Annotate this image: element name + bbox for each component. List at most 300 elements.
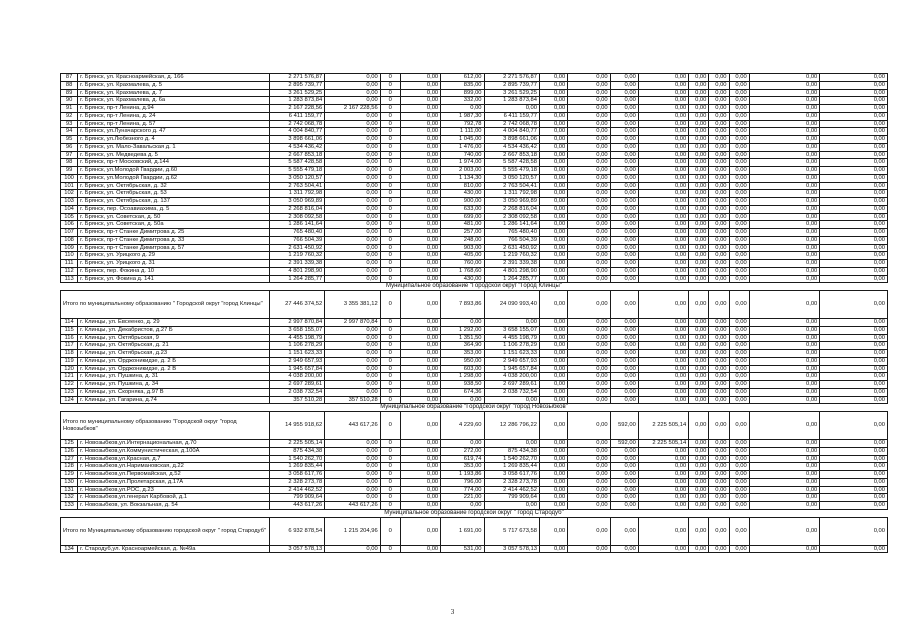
value-cell: 2 271 576,87 <box>269 74 324 82</box>
value-cell: 0,00 <box>400 486 440 494</box>
value-cell: 0,00 <box>709 236 729 244</box>
value-cell: 0,00 <box>749 143 820 151</box>
value-cell: 1 151 623,33 <box>269 350 324 358</box>
address-cell: г. Клинцы, ул. Октябрьская, 9 <box>78 334 270 342</box>
value-cell: 0,00 <box>709 350 729 358</box>
value-cell: 0,00 <box>638 198 688 206</box>
value-cell: 0,00 <box>325 128 380 136</box>
value-cell: 0,00 <box>729 396 749 404</box>
value-cell: 0,00 <box>540 190 568 198</box>
row-number: 127 <box>61 455 78 463</box>
value-cell: 0,00 <box>749 440 820 448</box>
value-cell: 0,00 <box>568 120 610 128</box>
value-cell: 0,00 <box>610 463 638 471</box>
address-cell: г. Клинцы, ул. Гагарина, д.74 <box>78 396 270 404</box>
value-cell: 0,00 <box>325 365 380 373</box>
value-cell: 0,00 <box>729 478 749 486</box>
value-cell: 0 <box>380 440 400 448</box>
value-cell: 0,00 <box>749 136 820 144</box>
value-cell: 6 411 159,77 <box>484 112 539 120</box>
value-cell: 0,00 <box>638 357 688 365</box>
subtotal-cell: 4 229,60 <box>441 412 484 440</box>
value-cell: 1 283 873,84 <box>484 97 539 105</box>
value-cell: 2 308 092,58 <box>269 213 324 221</box>
value-cell: 0,00 <box>400 128 440 136</box>
value-cell: 1 193,86 <box>441 471 484 479</box>
value-cell: 0,00 <box>820 229 888 237</box>
value-cell: 0,00 <box>689 190 709 198</box>
value-cell: 899,00 <box>441 89 484 97</box>
value-cell: 0,00 <box>689 81 709 89</box>
value-cell: 0,00 <box>749 267 820 275</box>
value-cell: 0,00 <box>749 213 820 221</box>
value-cell: 0,00 <box>568 326 610 334</box>
value-cell: 0,00 <box>610 267 638 275</box>
value-cell: 0,00 <box>400 167 440 175</box>
row-number: 110 <box>61 252 78 260</box>
value-cell: 2 167 228,56 <box>269 105 324 113</box>
value-cell: 4 455 198,79 <box>484 334 539 342</box>
value-cell: 0,00 <box>540 182 568 190</box>
value-cell: 0,00 <box>709 326 729 334</box>
value-cell: 0,00 <box>325 190 380 198</box>
value-cell: 0,00 <box>638 494 688 502</box>
value-cell: 0,00 <box>568 198 610 206</box>
value-cell: 0,00 <box>568 244 610 252</box>
value-cell: 0,00 <box>709 357 729 365</box>
value-cell: 0,00 <box>610 478 638 486</box>
value-cell: 0,00 <box>400 275 440 283</box>
value-cell: 0,00 <box>325 494 380 502</box>
table-row <box>61 198 888 206</box>
row-number: 124 <box>61 396 78 404</box>
value-cell: 0,00 <box>540 105 568 113</box>
value-cell: 1 106 278,29 <box>484 342 539 350</box>
value-cell: 0,00 <box>610 190 638 198</box>
value-cell: 1 286 141,64 <box>484 221 539 229</box>
value-cell: 0,00 <box>568 213 610 221</box>
value-cell: 699,00 <box>441 213 484 221</box>
value-cell: 619,74 <box>441 455 484 463</box>
value-cell: 0,00 <box>689 350 709 358</box>
value-cell: 0,00 <box>749 159 820 167</box>
address-cell: г. Брянск, ул. Урицкого д. 29 <box>78 252 270 260</box>
address-cell: г. Клинцы, ул. Октябрьская, д.23 <box>78 350 270 358</box>
value-cell: 0,00 <box>709 334 729 342</box>
value-cell: 0,00 <box>610 319 638 327</box>
value-cell: 0,00 <box>689 205 709 213</box>
table-row <box>61 275 888 283</box>
table-row <box>61 136 888 144</box>
value-cell: 2 742 068,78 <box>269 120 324 128</box>
value-cell: 0,00 <box>638 213 688 221</box>
value-cell: 0,00 <box>820 545 888 553</box>
value-cell: 430,00 <box>441 275 484 283</box>
value-cell: 1 134,30 <box>441 174 484 182</box>
value-cell: 0,00 <box>610 260 638 268</box>
value-cell: 0 <box>380 236 400 244</box>
value-cell: 0,00 <box>540 229 568 237</box>
value-cell: 0,00 <box>484 396 539 404</box>
value-cell: 0,00 <box>749 478 820 486</box>
address-cell: г. Клинцы, ул. Скорняка, д.97 В <box>78 388 270 396</box>
value-cell: 0,00 <box>400 319 440 327</box>
value-cell: 4 455 198,79 <box>269 334 324 342</box>
value-cell: 0 <box>380 167 400 175</box>
value-cell: 0,00 <box>540 128 568 136</box>
value-cell: 3 050 120,57 <box>484 174 539 182</box>
value-cell: 0,00 <box>568 350 610 358</box>
table-row <box>61 74 888 82</box>
value-cell: 0,00 <box>484 319 539 327</box>
value-cell: 0,00 <box>638 545 688 553</box>
value-cell: 0,00 <box>749 120 820 128</box>
value-cell: 0,00 <box>729 357 749 365</box>
value-cell: 0,00 <box>638 159 688 167</box>
value-cell: 0,00 <box>638 244 688 252</box>
address-cell: г. Новозыбков, ул. Вокзальная, д. 54 <box>78 502 270 510</box>
address-cell: г. Брянск, ул.Молодой Гвардии, д.62 <box>78 174 270 182</box>
value-cell: 0 <box>380 128 400 136</box>
value-cell: 0,00 <box>638 447 688 455</box>
value-cell: 0,00 <box>729 105 749 113</box>
value-cell: 1 298,00 <box>441 373 484 381</box>
value-cell: 2 167 228,56 <box>325 105 380 113</box>
value-cell: 0,00 <box>610 81 638 89</box>
value-cell: 0,00 <box>638 275 688 283</box>
value-cell: 6 411 159,77 <box>269 112 324 120</box>
value-cell: 774,00 <box>441 486 484 494</box>
value-cell: 0 <box>380 120 400 128</box>
value-cell: 0,00 <box>610 198 638 206</box>
value-cell: 0,00 <box>540 545 568 553</box>
value-cell: 0,00 <box>749 260 820 268</box>
value-cell: 0 <box>380 373 400 381</box>
address-cell: г. Клинцы, ул. Орджоникидзе, д. 2 Б <box>78 357 270 365</box>
value-cell: 0,00 <box>749 229 820 237</box>
value-cell: 0,00 <box>325 198 380 206</box>
value-cell: 0,00 <box>568 128 610 136</box>
value-cell: 0,00 <box>400 236 440 244</box>
value-cell: 0,00 <box>729 260 749 268</box>
value-cell: 938,50 <box>441 381 484 389</box>
value-cell: 0,00 <box>325 334 380 342</box>
value-cell: 353,00 <box>441 463 484 471</box>
value-cell: 0,00 <box>709 128 729 136</box>
value-cell: 0,00 <box>638 236 688 244</box>
value-cell: 0,00 <box>400 89 440 97</box>
value-cell: 0,00 <box>325 236 380 244</box>
address-cell: г. Брянск, ул. Советская, д. 50а <box>78 221 270 229</box>
value-cell: 0,00 <box>540 502 568 510</box>
value-cell: 0,00 <box>709 252 729 260</box>
value-cell: 0,00 <box>820 167 888 175</box>
table-row <box>61 252 888 260</box>
row-number: 123 <box>61 388 78 396</box>
value-cell: 0,00 <box>638 74 688 82</box>
value-cell: 1 540 262,70 <box>269 455 324 463</box>
value-cell: 0 <box>380 151 400 159</box>
value-cell: 0,00 <box>820 143 888 151</box>
value-cell: 0,00 <box>729 81 749 89</box>
value-cell: 0,00 <box>749 494 820 502</box>
row-number: 90 <box>61 97 78 105</box>
address-cell: г. Брянск, ул. Мало-Завальская д. 1 <box>78 143 270 151</box>
address-cell: г. Брянск, ул. Фокина д. 141 <box>78 275 270 283</box>
value-cell: 0,00 <box>749 365 820 373</box>
table-body <box>61 74 888 553</box>
value-cell: 0,00 <box>540 120 568 128</box>
value-cell: 835,00 <box>441 81 484 89</box>
value-cell: 0,00 <box>689 494 709 502</box>
value-cell: 0,00 <box>610 167 638 175</box>
value-cell: 481,00 <box>441 221 484 229</box>
value-cell: 0,00 <box>709 388 729 396</box>
value-cell: 0,00 <box>325 463 380 471</box>
table-row <box>61 205 888 213</box>
value-cell: 0,00 <box>638 478 688 486</box>
value-cell: 0,00 <box>820 350 888 358</box>
subtotal-cell: 27 446 374,52 <box>269 291 324 319</box>
value-cell: 0,00 <box>400 545 440 553</box>
value-cell: 0,00 <box>325 342 380 350</box>
value-cell: 0,00 <box>638 151 688 159</box>
value-cell: 0,00 <box>709 260 729 268</box>
value-cell: 2 997 870,84 <box>325 319 380 327</box>
table-row <box>61 213 888 221</box>
value-cell: 357 510,28 <box>269 396 324 404</box>
address-cell: г. Клинцы, ул. Декабристов, д.27 Б <box>78 326 270 334</box>
value-cell: 1 292,00 <box>441 326 484 334</box>
value-cell: 4 004 840,77 <box>269 128 324 136</box>
value-cell: 766 504,39 <box>269 236 324 244</box>
value-cell: 1 945 657,84 <box>269 365 324 373</box>
table-row <box>61 81 888 89</box>
subtotal-cell: 0,00 <box>729 517 749 545</box>
value-cell: 5 555 479,18 <box>269 167 324 175</box>
table-row <box>61 447 888 455</box>
value-cell: 0,00 <box>540 97 568 105</box>
value-cell: 0,00 <box>325 244 380 252</box>
value-cell: 0,00 <box>540 365 568 373</box>
value-cell: 0,00 <box>638 260 688 268</box>
value-cell: 0,00 <box>820 334 888 342</box>
value-cell: 0,00 <box>638 319 688 327</box>
value-cell: 0,00 <box>820 357 888 365</box>
value-cell: 0 <box>380 486 400 494</box>
value-cell: 0,00 <box>400 198 440 206</box>
table-row <box>61 396 888 404</box>
value-cell: 0,00 <box>610 112 638 120</box>
value-cell: 0 <box>380 545 400 553</box>
table-row <box>61 463 888 471</box>
address-cell: г. Новозыбков,ул.генерал Карбовой, д.1 <box>78 494 270 502</box>
value-cell: 0,00 <box>568 486 610 494</box>
value-cell: 0,00 <box>709 478 729 486</box>
row-number: 104 <box>61 205 78 213</box>
value-cell: 0,00 <box>325 350 380 358</box>
value-cell: 0,00 <box>540 350 568 358</box>
value-cell: 0 <box>380 463 400 471</box>
value-cell: 0 <box>380 455 400 463</box>
value-cell: 0,00 <box>689 319 709 327</box>
value-cell: 1 106 278,29 <box>269 342 324 350</box>
value-cell: 0,00 <box>638 471 688 479</box>
value-cell: 0,00 <box>689 365 709 373</box>
value-cell: 0,00 <box>749 236 820 244</box>
row-number: 116 <box>61 334 78 342</box>
value-cell: 0,00 <box>400 478 440 486</box>
value-cell: 0,00 <box>689 502 709 510</box>
value-cell: 0,00 <box>400 174 440 182</box>
value-cell: 0,00 <box>749 198 820 206</box>
value-cell: 0,00 <box>400 463 440 471</box>
value-cell: 0,00 <box>638 167 688 175</box>
row-number: 101 <box>61 182 78 190</box>
value-cell: 0,00 <box>820 260 888 268</box>
address-cell: г. Брянск, ул. Советская, д. 50 <box>78 213 270 221</box>
value-cell: 0,00 <box>325 174 380 182</box>
value-cell: 1 476,00 <box>441 143 484 151</box>
value-cell: 2 763 504,41 <box>269 182 324 190</box>
value-cell: 0,00 <box>689 545 709 553</box>
value-cell: 0,00 <box>709 136 729 144</box>
value-cell: 443 617,26 <box>325 502 380 510</box>
value-cell: 0,00 <box>689 440 709 448</box>
value-cell: 0,00 <box>638 89 688 97</box>
value-cell: 0,00 <box>709 267 729 275</box>
value-cell: 0,00 <box>689 128 709 136</box>
row-number: 125 <box>61 440 78 448</box>
value-cell: 0,00 <box>729 373 749 381</box>
value-cell: 0,00 <box>749 221 820 229</box>
value-cell: 0,00 <box>729 112 749 120</box>
value-cell: 0 <box>380 396 400 404</box>
value-cell: 0,00 <box>638 81 688 89</box>
value-cell: 0,00 <box>709 81 729 89</box>
value-cell: 0,00 <box>689 252 709 260</box>
value-cell: 0,00 <box>638 396 688 404</box>
value-cell: 0,00 <box>749 190 820 198</box>
row-number: 99 <box>61 167 78 175</box>
value-cell: 430,00 <box>441 190 484 198</box>
value-cell: 0,00 <box>400 455 440 463</box>
value-cell: 0,00 <box>729 74 749 82</box>
table-row <box>61 388 888 396</box>
value-cell: 0,00 <box>325 357 380 365</box>
value-cell: 0,00 <box>400 334 440 342</box>
value-cell: 0,00 <box>729 252 749 260</box>
value-cell: 900,00 <box>441 198 484 206</box>
subtotal-cell: 3 355 381,12 <box>325 291 380 319</box>
value-cell: 0,00 <box>749 486 820 494</box>
address-cell: г. Брянск, ул. Крахмалева, д. 5 <box>78 81 270 89</box>
value-cell: 2 328 273,78 <box>484 478 539 486</box>
value-cell: 0,00 <box>638 221 688 229</box>
value-cell: 3 050 120,57 <box>269 174 324 182</box>
value-cell: 0,00 <box>689 381 709 389</box>
subtotal-cell: 1 215 204,96 <box>325 517 380 545</box>
value-cell: 364,90 <box>441 342 484 350</box>
value-cell: 0,00 <box>709 198 729 206</box>
value-cell: 0,00 <box>820 213 888 221</box>
value-cell: 0,00 <box>689 326 709 334</box>
value-cell: 2 225 505,14 <box>638 440 688 448</box>
value-cell: 0,00 <box>729 319 749 327</box>
value-cell: 0,00 <box>709 221 729 229</box>
value-cell: 0,00 <box>400 267 440 275</box>
value-cell: 0,00 <box>484 440 539 448</box>
row-number: 119 <box>61 357 78 365</box>
value-cell: 0,00 <box>610 105 638 113</box>
value-cell: 0,00 <box>568 463 610 471</box>
value-cell: 4 534 436,42 <box>484 143 539 151</box>
value-cell: 0,00 <box>749 182 820 190</box>
value-cell: 0,00 <box>689 267 709 275</box>
value-cell: 592,00 <box>610 440 638 448</box>
row-number: 130 <box>61 478 78 486</box>
address-cell: г. Новозыбков,ул.Красная, д.7 <box>78 455 270 463</box>
value-cell: 0,00 <box>610 342 638 350</box>
value-cell: 0,00 <box>638 455 688 463</box>
value-cell: 0,00 <box>540 478 568 486</box>
value-cell: 0,00 <box>540 447 568 455</box>
address-cell: г. Брянск, пр-т Станке Димитрова д. 33 <box>78 236 270 244</box>
value-cell: 0,00 <box>610 252 638 260</box>
value-cell: 0,00 <box>820 486 888 494</box>
subtotal-cell: 0,00 <box>568 291 610 319</box>
value-cell: 4 038 200,00 <box>484 373 539 381</box>
address-cell: г. Брянск, пр-т Станке Димитрова д. 57 <box>78 244 270 252</box>
value-cell: 0,00 <box>749 252 820 260</box>
value-cell: 1 987,30 <box>441 112 484 120</box>
value-cell: 0,00 <box>749 244 820 252</box>
value-cell: 0,00 <box>441 440 484 448</box>
value-cell: 0,00 <box>820 463 888 471</box>
value-cell: 0,00 <box>749 396 820 404</box>
value-cell: 0,00 <box>820 478 888 486</box>
value-cell: 1 283 873,84 <box>269 97 324 105</box>
value-cell: 0,00 <box>749 105 820 113</box>
value-cell: 2 667 853,18 <box>484 151 539 159</box>
value-cell: 796,00 <box>441 478 484 486</box>
value-cell: 0,00 <box>638 252 688 260</box>
row-number: 108 <box>61 236 78 244</box>
value-cell: 0,00 <box>540 275 568 283</box>
value-cell: 0,00 <box>749 342 820 350</box>
value-cell: 0,00 <box>610 388 638 396</box>
value-cell: 0,00 <box>610 502 638 510</box>
subtotal-cell: 0,00 <box>568 412 610 440</box>
subtotal-cell: 0,00 <box>638 517 688 545</box>
address-cell: г. Стародуб,ул. Красноармейская, д. №49а <box>78 545 270 553</box>
table-row <box>61 440 888 448</box>
value-cell: 0 <box>380 357 400 365</box>
value-cell: 765 480,40 <box>484 229 539 237</box>
value-cell: 3 261 529,25 <box>484 89 539 97</box>
table-row <box>61 478 888 486</box>
value-cell: 0,00 <box>540 319 568 327</box>
value-cell: 2 631 450,92 <box>484 244 539 252</box>
subtotal-cell: 0,00 <box>749 517 820 545</box>
value-cell: 799 909,64 <box>484 494 539 502</box>
value-cell: 0,00 <box>820 252 888 260</box>
value-cell: 0 <box>380 326 400 334</box>
value-cell: 0,00 <box>729 244 749 252</box>
value-cell: 0,00 <box>689 447 709 455</box>
row-number: 95 <box>61 136 78 144</box>
value-cell: 0,00 <box>325 112 380 120</box>
